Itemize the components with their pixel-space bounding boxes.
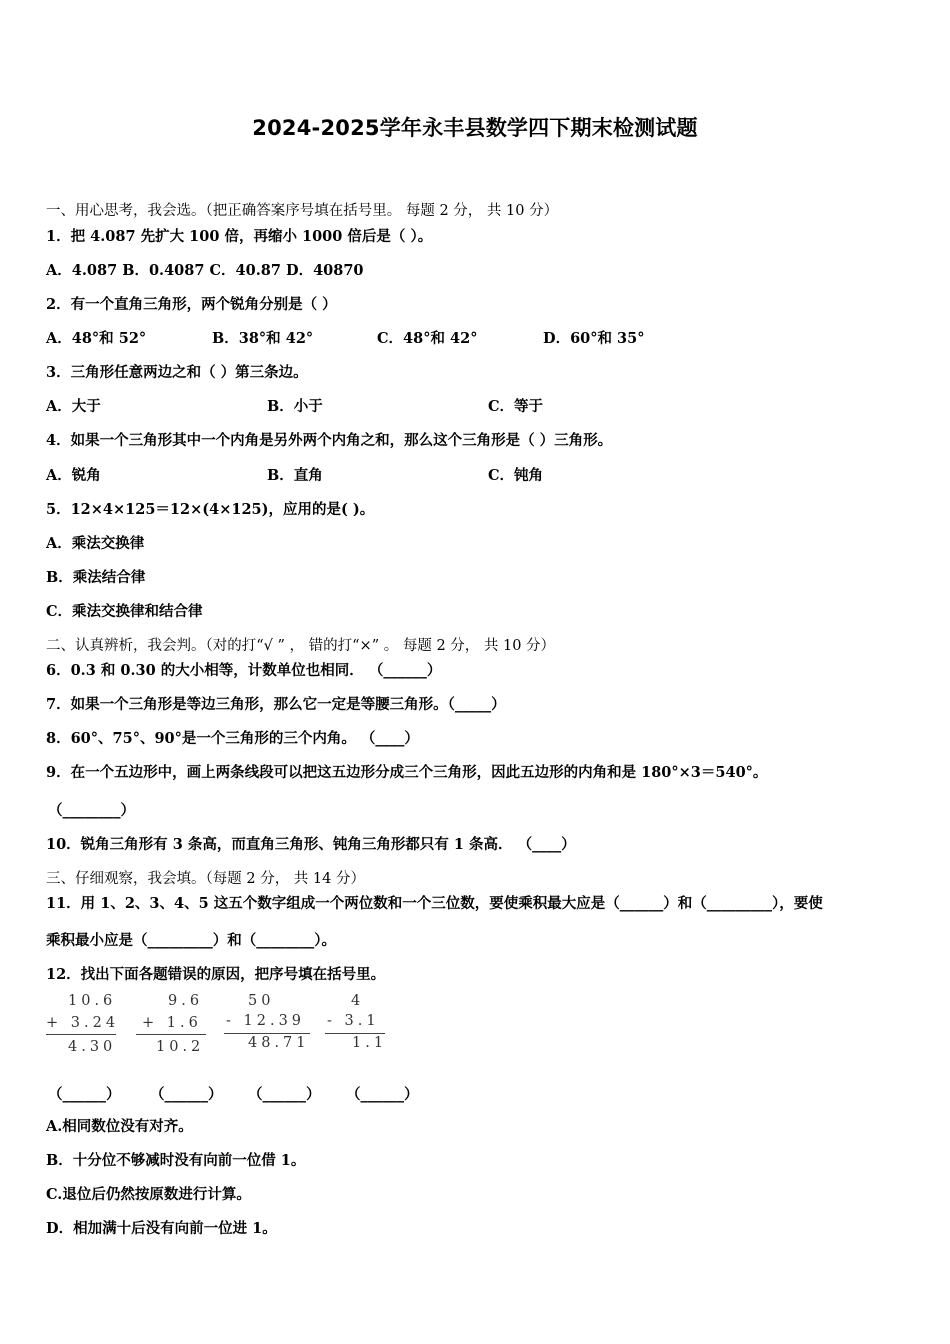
calc-2-top: 9.6 bbox=[168, 993, 204, 1009]
question-5: 5．12×4×125＝12×(4×125)，应用的是( )。 bbox=[46, 501, 375, 518]
question-3-option-b: B．小于 bbox=[267, 398, 323, 415]
calc-4-result: 1.1 bbox=[352, 1035, 388, 1051]
question-9: 9．在一个五边形中，画上两条线段可以把这五边形分成三个三角形，因此五边形的内角和是 180°×3＝540°。 bbox=[46, 764, 768, 781]
section1-heading: 一、用心思考，我会选。（把正确答案序号填在括号里。 每题 2 分， 共 10 分） bbox=[46, 203, 559, 219]
question-12: 12．找出下面各题错误的原因，把序号填在括号里。 bbox=[46, 966, 386, 983]
section3-heading: 三、仔细观察，我会填。（每题 2 分， 共 14 分） bbox=[46, 871, 365, 887]
calc-3-top: 50 bbox=[248, 993, 275, 1009]
calc-2-operand: + 1.6 bbox=[142, 1015, 202, 1031]
calc-2-rule bbox=[136, 1034, 206, 1035]
question-4-option-b: B．直角 bbox=[267, 467, 323, 484]
question-6: 6．0.3 和 0.30 的大小相等，计数单位也相同． （______） bbox=[46, 662, 442, 679]
reason-d: D．相加满十后没有向前一位进 1。 bbox=[46, 1220, 277, 1237]
reason-a: A.相同数位没有对齐。 bbox=[46, 1118, 193, 1135]
calc-4-top: 4 bbox=[351, 993, 365, 1009]
section2-heading: 二、认真辨析，我会判。（对的打“√ ” ， 错的打“×” 。 每题 2 分， 共 10 分） bbox=[46, 638, 556, 654]
calc-4-rule bbox=[325, 1033, 385, 1034]
question-5-option-a: A．乘法交换律 bbox=[46, 535, 145, 552]
question-5-option-c: C．乘法交换律和结合律 bbox=[46, 603, 203, 620]
question-4-option-a: A．锐角 bbox=[46, 467, 101, 484]
calc-3-operand: - 12.39 bbox=[226, 1013, 306, 1029]
reason-b: B．十分位不够减时没有向前一位借 1。 bbox=[46, 1152, 306, 1169]
question-2-option-a: A．48°和 52° bbox=[46, 330, 147, 347]
question-5-option-b: B．乘法结合律 bbox=[46, 569, 146, 586]
page-title: 2024-2025学年永丰县数学四下期末检测试题 bbox=[252, 116, 698, 140]
question-2: 2．有一个直角三角形，两个锐角分别是（ ） bbox=[46, 296, 337, 313]
calc-1-top: 10.6 bbox=[68, 993, 117, 1009]
answer-blank-3: （______） bbox=[248, 1086, 321, 1103]
calc-4-operand: - 3.1 bbox=[327, 1013, 380, 1029]
reason-c: C.退位后仍然按原数进行计算。 bbox=[46, 1186, 251, 1203]
question-1-options: A．4.087 B．0.4087 C．40.87 D．40870 bbox=[46, 262, 364, 279]
calc-1-rule bbox=[46, 1034, 116, 1035]
calc-3-result: 48.71 bbox=[248, 1035, 310, 1051]
calc-1-result: 4.30 bbox=[68, 1039, 117, 1055]
question-11-line1: 11．用 1、2、3、4、5 这五个数字组成一个两位数和一个三位数，要使乘积最大应是（______）和（_________），要使 bbox=[46, 895, 823, 912]
question-4: 4．如果一个三角形其中一个内角是另外两个内角之和，那么这个三角形是（ ）三角形。 bbox=[46, 432, 613, 449]
question-7: 7．如果一个三角形是等边三角形，那么它一定是等腰三角形。（_____） bbox=[46, 696, 506, 713]
calc-1-operand: + 3.24 bbox=[46, 1015, 120, 1031]
answer-blank-2: （______） bbox=[150, 1086, 223, 1103]
question-3-option-c: C．等于 bbox=[488, 398, 544, 415]
calc-2-result: 10.2 bbox=[156, 1039, 205, 1055]
calc-3-rule bbox=[224, 1033, 310, 1034]
question-3: 3．三角形任意两边之和（ ）第三条边。 bbox=[46, 364, 308, 381]
question-3-option-a: A．大于 bbox=[46, 398, 101, 415]
question-2-option-c: C．48°和 42° bbox=[377, 330, 478, 347]
question-11-line2: 乘积最小应是（_________）和（________）。 bbox=[46, 932, 336, 949]
answer-blank-4: （______） bbox=[346, 1086, 419, 1103]
question-9-blank: （________） bbox=[48, 802, 135, 819]
question-4-option-c: C．钝角 bbox=[488, 467, 544, 484]
answer-blank-1: （______） bbox=[48, 1086, 121, 1103]
question-8: 8．60°、75°、90°是一个三角形的三个内角。 （____） bbox=[46, 730, 419, 747]
question-10: 10．锐角三角形有 3 条高，而直角三角形、钝角三角形都只有 1 条高． （____） bbox=[46, 836, 576, 853]
question-2-option-d: D．60°和 35° bbox=[543, 330, 645, 347]
question-2-option-b: B．38°和 42° bbox=[212, 330, 314, 347]
question-1: 1．把 4.087 先扩大 100 倍，再缩小 1000 倍后是（ ）。 bbox=[46, 228, 433, 245]
